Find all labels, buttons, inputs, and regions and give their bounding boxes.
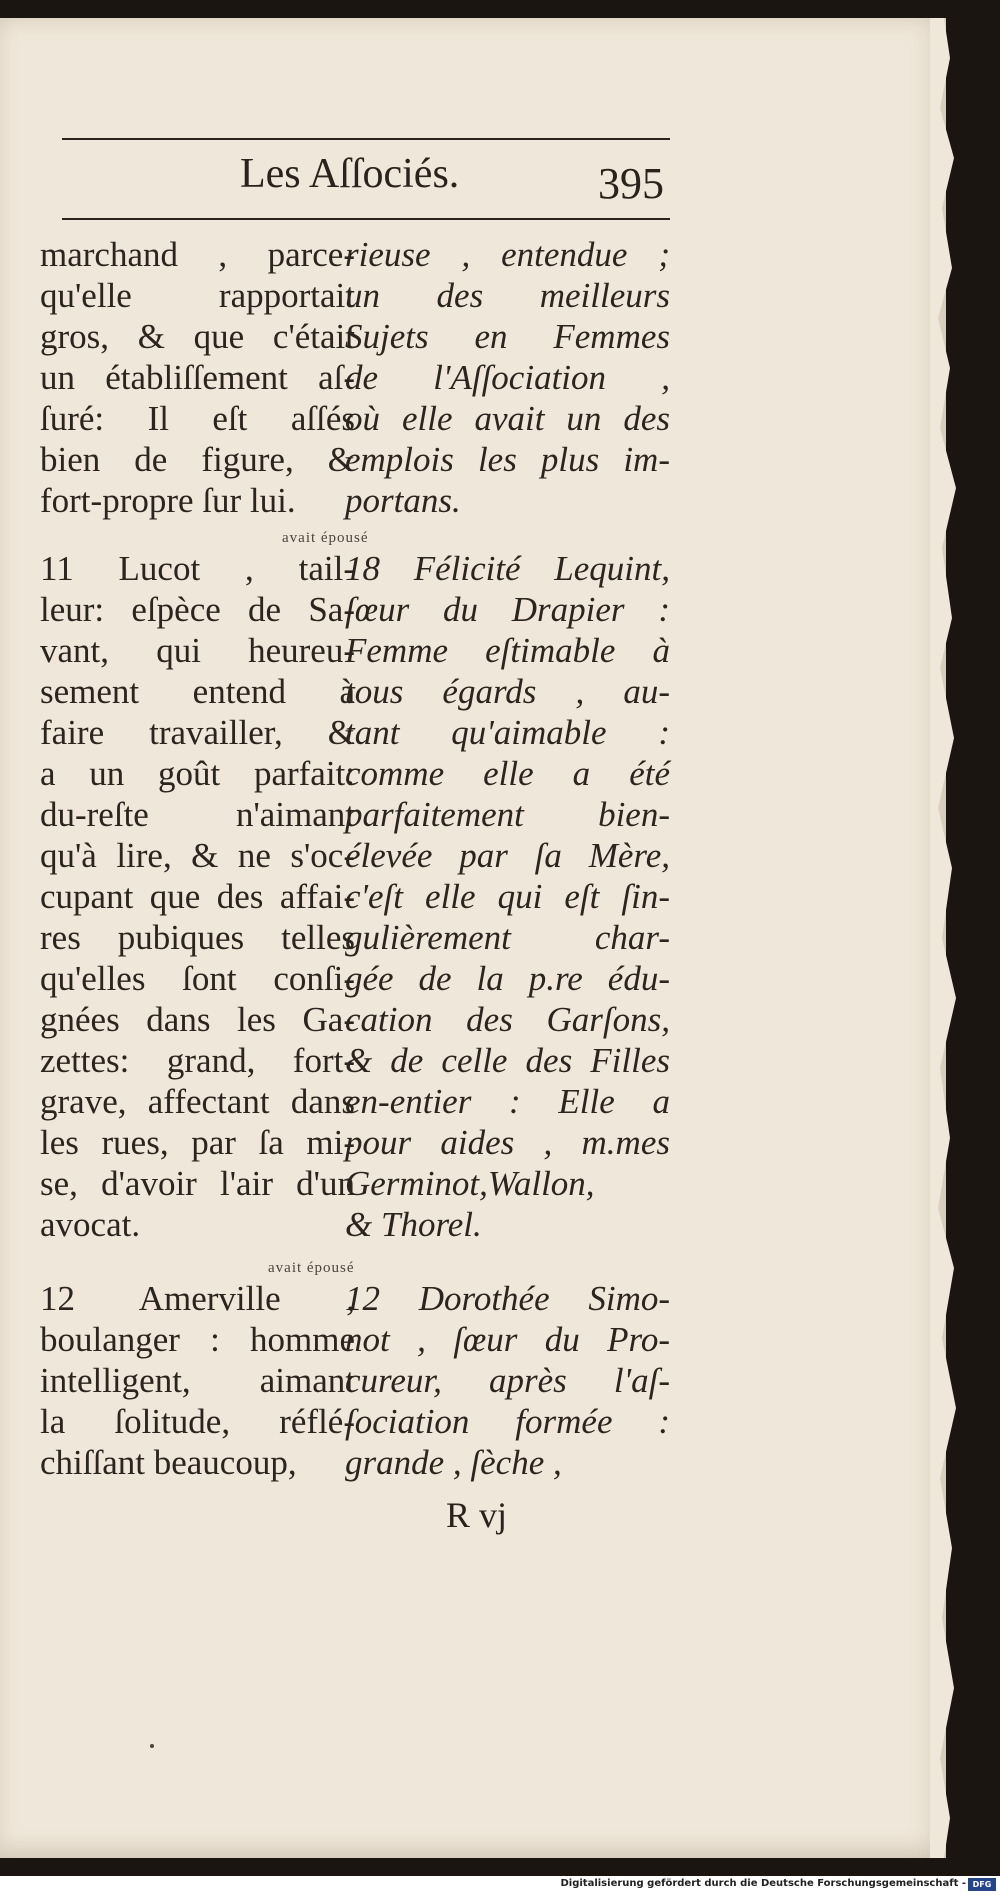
- first-left-column: [40, 234, 355, 521]
- third-right-column: [345, 1278, 670, 1483]
- text-line: Femme eſtimable à: [345, 631, 670, 670]
- text-line: emplois les plus im-: [345, 440, 670, 479]
- text-line: intelligent, aimant: [40, 1361, 355, 1400]
- text-line: qu'à lire, & ne s'oc-: [40, 836, 355, 875]
- second-left-column: [40, 548, 355, 1245]
- marriage-note: avait épousé: [268, 1260, 355, 1276]
- text-line: Germinot,Wallon,: [345, 1164, 595, 1203]
- text-line: cureur, après l'aſ-: [345, 1361, 670, 1400]
- text-line: 18 Félicité Lequint,: [345, 549, 670, 588]
- header-rule: [62, 218, 670, 220]
- text-line: cupant que des affai-: [40, 877, 355, 916]
- text-line: gnées dans les Ga-: [40, 1000, 355, 1039]
- text-line: chiſſant beaucoup,: [40, 1443, 297, 1482]
- text-line: sement entend à: [40, 672, 355, 711]
- text-line: les rues, par ſa mi-: [40, 1123, 355, 1162]
- third-left-column: [40, 1278, 355, 1483]
- text-line: & de celle des Filles: [345, 1041, 670, 1080]
- page-number: 395: [598, 159, 664, 208]
- text-line: tous égards , au-: [345, 672, 670, 711]
- top-rule: [62, 138, 670, 140]
- text-line: c'eſt elle qui eſt ſin-: [345, 877, 670, 916]
- text-line: gée de la p.re édu-: [345, 959, 670, 998]
- text-line: rieuse , entendue ;: [345, 235, 670, 274]
- text-line: ſociation formée :: [345, 1402, 670, 1441]
- text-line: en-entier : Elle a: [345, 1082, 670, 1121]
- text-line: la ſolitude, réflé-: [40, 1402, 355, 1441]
- text-line: tant qu'aimable :: [345, 713, 670, 752]
- text-line: cation des Garſons,: [345, 1000, 670, 1039]
- text-line: parfaitement bien-: [345, 795, 670, 834]
- signature-mark: R vj: [446, 1495, 508, 1535]
- text-line: avocat.: [40, 1205, 141, 1244]
- text-line: res pubiques telles: [40, 918, 355, 957]
- text-line: grave, affectant dans: [40, 1082, 355, 1121]
- text-line: comme elle a été: [345, 754, 670, 793]
- text-line: not , ſœur du Pro-: [345, 1320, 670, 1359]
- text-line: vant, qui heureu-: [40, 631, 355, 670]
- text-line: 11 Lucot , tail-: [40, 549, 355, 588]
- text-line: zettes: grand, fort-: [40, 1041, 355, 1080]
- second-right-column: [345, 548, 670, 1245]
- text-line: portans.: [345, 481, 461, 520]
- ink-speck: [150, 1744, 154, 1748]
- text-line: bien de figure, &: [40, 440, 355, 479]
- text-line: boulanger : homme: [40, 1320, 355, 1359]
- text-line: de l'Aſſociation ,: [345, 358, 670, 397]
- text-line: 12 Amerville ,: [40, 1279, 355, 1318]
- text-line: se, d'avoir l'air d'un: [40, 1164, 355, 1203]
- text-line: fort-propre ſur lui.: [40, 481, 296, 520]
- running-head: Les Aſſociés.: [240, 151, 460, 197]
- text-line: Sujets en Femmes: [345, 317, 670, 356]
- text-line: grande , ſèche ,: [345, 1443, 562, 1482]
- text-line: 12 Dorothée Simo-: [345, 1279, 670, 1318]
- text-line: du-reſte n'aimant: [40, 795, 355, 834]
- text-line: qu'elles ſont conſi-: [40, 959, 355, 998]
- marriage-note: avait épousé: [282, 530, 369, 546]
- text-line: gulièrement char-: [345, 918, 670, 957]
- text-line: qu'elle rapportait: [40, 276, 355, 315]
- text-line: ſœur du Drapier :: [345, 590, 670, 629]
- text-line: faire travailler, &: [40, 713, 355, 752]
- text-line: marchand , parce-: [40, 235, 355, 274]
- text-line: un établiſſement aſ-: [40, 358, 355, 397]
- first-right-column: [345, 234, 670, 521]
- footer-credit: Digitalisierung gefördert durch die Deutsche Forschungsgemeinschaft -: [560, 1878, 966, 1889]
- text-line: leur: eſpèce de Sa-: [40, 590, 355, 629]
- dfg-logo: DFG: [968, 1878, 996, 1891]
- torn-page-edge: [930, 18, 960, 1858]
- text-line: pour aides , m.mes: [345, 1123, 670, 1162]
- text-line: où elle avait un des: [345, 399, 670, 438]
- text-line: & Thorel.: [345, 1205, 482, 1244]
- text-line: gros, & que c'était: [40, 317, 355, 356]
- text-line: un des meilleurs: [345, 276, 670, 315]
- text-line: ſuré: Il eſt aſſés: [40, 399, 355, 438]
- text-line: a un goût parfait:: [40, 754, 355, 793]
- text-line: élevée par ſa Mère,: [345, 836, 670, 875]
